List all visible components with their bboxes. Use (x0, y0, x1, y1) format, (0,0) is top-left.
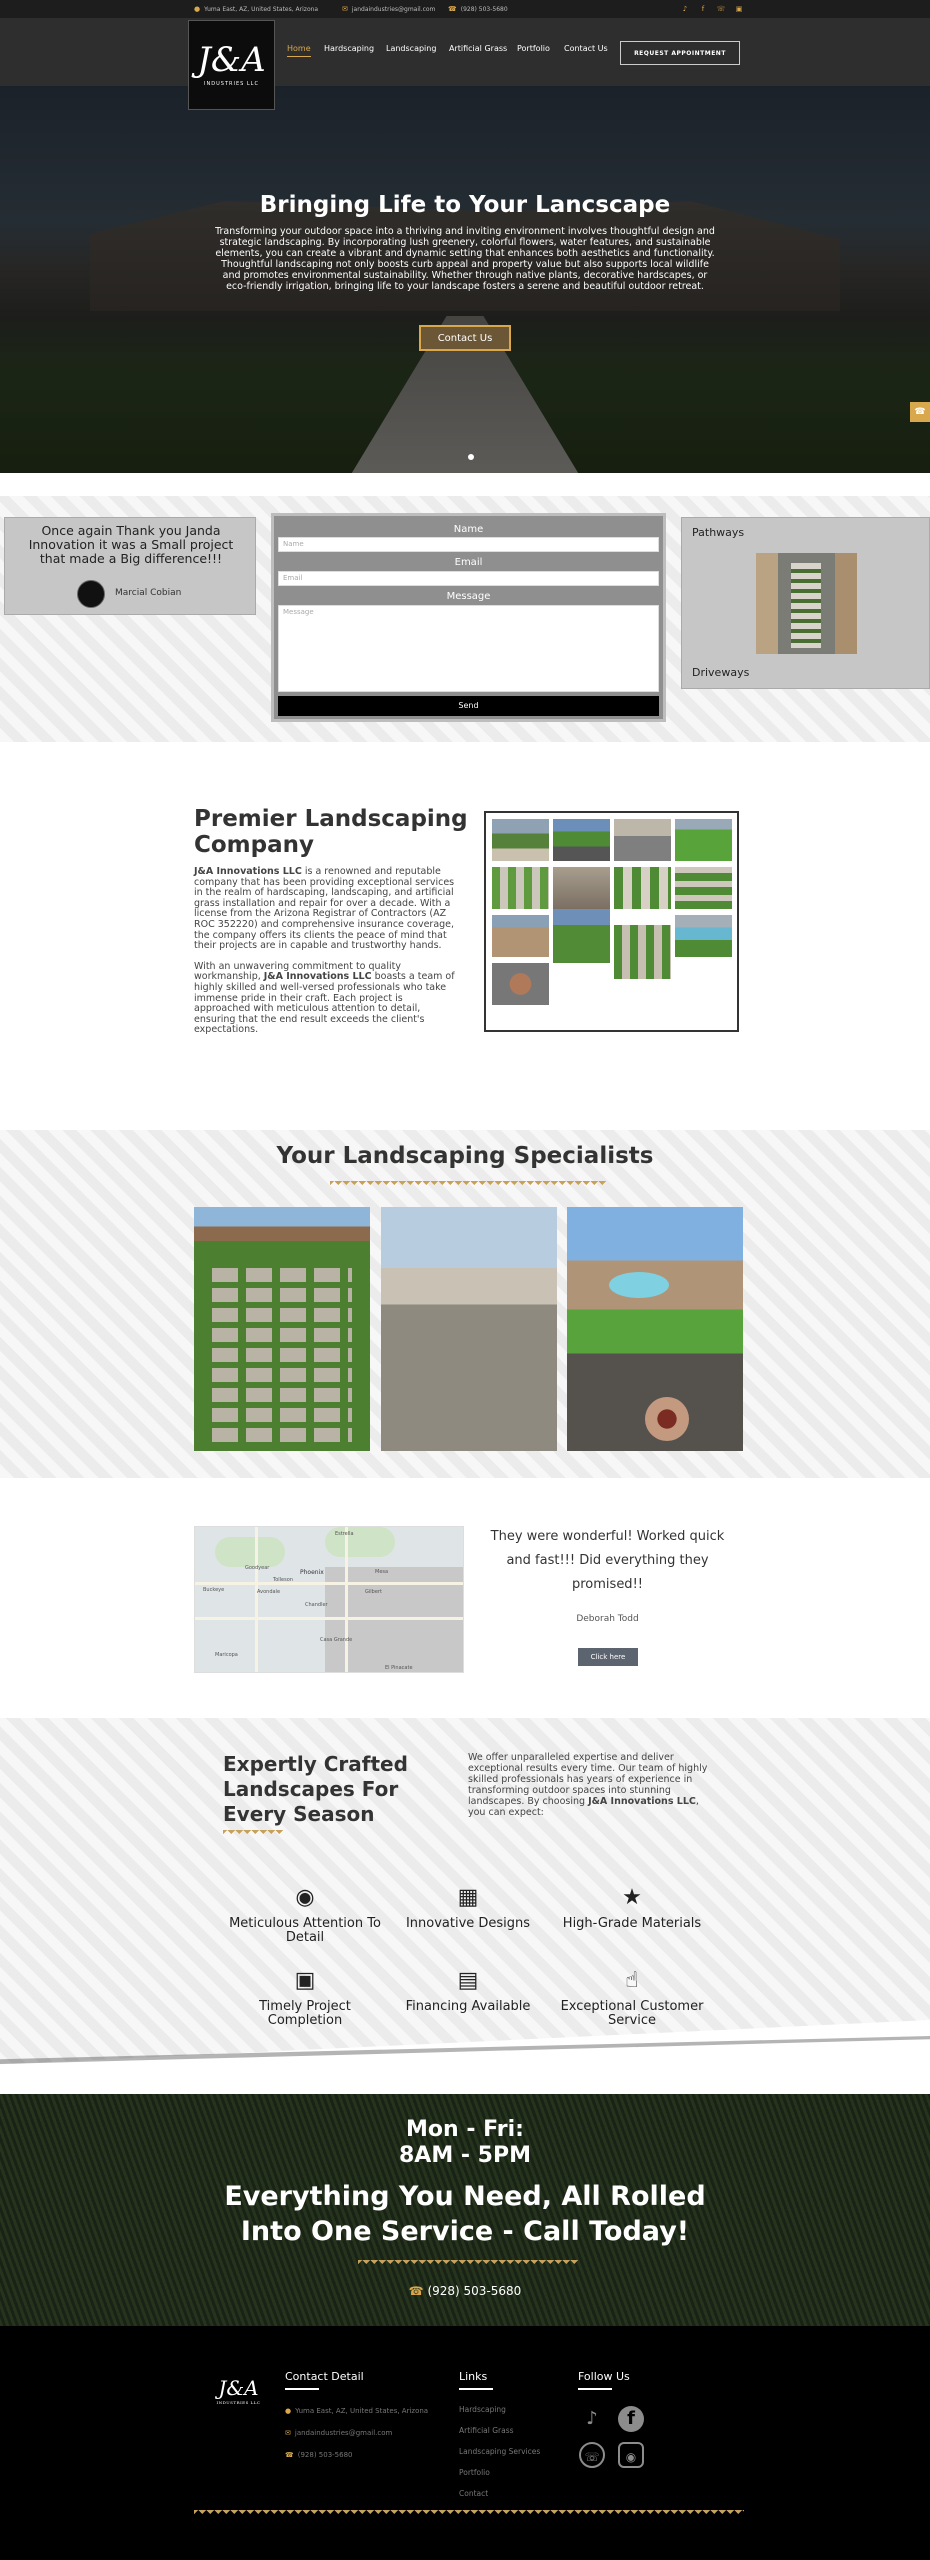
feature-designs: ▦ Innovative Designs (383, 1883, 553, 1931)
gallery-title: Pathways (692, 526, 745, 539)
specialist-photo-firepit[interactable] (567, 1207, 743, 1451)
portfolio-thumb[interactable] (675, 819, 732, 861)
gallery-next-title[interactable]: Driveways (692, 666, 750, 679)
footer-phone[interactable]: ☎ (928) 503-5680 (285, 2451, 353, 2459)
hero-section (0, 86, 930, 473)
whatsapp-icon[interactable]: ☏ (579, 2442, 605, 2468)
review-section (0, 1478, 930, 1718)
nav-hardscaping[interactable]: Hardscaping (324, 44, 375, 53)
about-section (0, 742, 930, 1130)
name-input[interactable]: Name (278, 537, 659, 552)
email-label: Email (454, 557, 483, 568)
slider-dot[interactable] (468, 454, 474, 460)
hours-text: Mon - Fri: 8AM - 5PM (399, 2117, 531, 2168)
footer-link-hardscaping[interactable]: Hardscaping (459, 2405, 506, 2414)
site-footer (0, 2326, 930, 2560)
footer-email[interactable]: ✉ jandaindustries@gmail.com (285, 2429, 393, 2437)
email-input[interactable]: Email (278, 571, 659, 586)
portfolio-thumb[interactable] (614, 819, 671, 861)
site-logo[interactable]: J&A INDUSTRIES LLC (188, 20, 275, 110)
hero-contact-button[interactable]: Contact Us (419, 325, 511, 351)
briefcase-clock-icon: ▣ (294, 1968, 316, 1993)
footer-link-portfolio[interactable]: Portfolio (459, 2468, 490, 2477)
portfolio-thumb[interactable] (675, 915, 732, 957)
testimonial-card (4, 517, 256, 615)
topbar-phone[interactable]: ☎ (928) 503-5680 (448, 5, 508, 13)
instagram-icon[interactable]: ◉ (618, 2442, 644, 2468)
zigzag-divider (358, 2260, 578, 2268)
gallery-card (681, 517, 930, 689)
portfolio-thumb[interactable] (492, 963, 549, 1005)
eye-icon: ◉ (295, 1885, 315, 1910)
banner-headline: Everything You Need, All Rolled Into One Service - Call Today! (224, 2181, 706, 2247)
about-title: Premier Landscaping Company (194, 806, 468, 858)
map-icon: ▦ (457, 1885, 479, 1910)
nav-landscaping[interactable]: Landscaping (386, 44, 437, 53)
zigzag-divider (194, 2510, 744, 2518)
contact-form (271, 513, 666, 722)
envelope-icon: ✉ (342, 5, 348, 13)
send-button[interactable]: Send (278, 696, 659, 716)
floating-phone-icon[interactable]: ☎ (910, 402, 930, 422)
feature-service: ☝ Exceptional Customer Service (547, 1966, 717, 2028)
star-icon: ★ (622, 1885, 642, 1910)
expertise-intro: We offer unparalleled expertise and deliver exceptional results every time. Our team of highly skilled professionals has years of experience in transforming outdoor spaces into stunning landscapes. By choosing J&A Innovations LLC, you can expect: (468, 1752, 708, 1818)
tiktok-icon[interactable]: ♪ (682, 5, 688, 13)
portfolio-thumb[interactable] (675, 867, 732, 909)
follow-us-heading: Follow Us (578, 2370, 630, 2383)
portfolio-thumb[interactable] (492, 867, 549, 909)
review-quote: They were wonderful! Worked quick and fast!!! Did everything they promised!! (490, 1529, 725, 1592)
tiktok-icon[interactable]: ♪ (586, 2408, 598, 2429)
whatsapp-icon[interactable]: ☏ (716, 5, 726, 13)
footer-link-landscaping[interactable]: Landscaping Services (459, 2447, 541, 2456)
feature-timely: ▣ Timely Project Completion (220, 1966, 390, 2028)
review-author: Deborah Todd (576, 1614, 639, 1624)
message-textarea[interactable]: Message (278, 605, 659, 692)
nav-artificial-grass[interactable]: Artificial Grass (449, 44, 508, 53)
zigzag-divider (223, 1830, 283, 1838)
feature-financing: ▤ Financing Available (383, 1966, 553, 2014)
specialists-title: Your Landscaping Specialists (276, 1143, 654, 1169)
money-icon: ▤ (457, 1968, 479, 1993)
portfolio-thumb[interactable] (492, 915, 549, 957)
location-pin-icon: ● (194, 5, 201, 13)
topbar-address[interactable]: ● Yuma East, AZ, United States, Arizona (194, 5, 319, 13)
portfolio-thumb[interactable] (614, 925, 671, 979)
instagram-icon[interactable]: ▣ (735, 5, 743, 13)
banner-phone[interactable]: ☎ (928) 503-5680 (408, 2284, 522, 2298)
portfolio-thumb[interactable] (614, 867, 671, 909)
handshake-icon: ☝ (625, 1968, 639, 1993)
portfolio-thumb[interactable] (492, 819, 549, 861)
footer-logo[interactable]: J&A INDUSTRIES LLC (216, 2376, 261, 2405)
facebook-icon[interactable]: f (618, 2406, 644, 2432)
nav-home[interactable]: Home (287, 44, 311, 57)
avatar (77, 580, 105, 608)
footer-link-contact[interactable]: Contact (459, 2489, 489, 2498)
specialist-photo-driveway[interactable] (381, 1207, 557, 1451)
nav-portfolio[interactable]: Portfolio (517, 44, 550, 53)
zigzag-divider (330, 1181, 606, 1189)
testimonial-quote: Once again Thank you Janda Innovation it was a Small project that made a Big difference!!! (28, 523, 234, 566)
request-appointment-button[interactable]: REQUEST APPOINTMENT (620, 41, 740, 65)
portfolio-thumb[interactable] (553, 909, 610, 963)
phone-icon: ☎ (408, 2284, 424, 2298)
portfolio-grid (484, 811, 739, 1032)
name-label: Name (453, 524, 484, 535)
portfolio-thumb[interactable] (553, 867, 610, 909)
envelope-icon: ✉ (285, 2429, 291, 2437)
facebook-icon[interactable]: f (701, 5, 705, 13)
pathway-photo[interactable] (756, 553, 857, 654)
feature-attention: ◉ Meticulous Attention To Detail (220, 1883, 390, 1945)
top-bar (0, 0, 930, 18)
expertise-title: Expertly Crafted Landscapes For Every Season (223, 1752, 408, 1826)
phone-icon: ☎ (448, 5, 457, 13)
area-map[interactable]: Estrella Buckeye Goodyear Avondale Tolleson Phoenix Mesa Gilbert Chandler Casa Grande Maricopa El Pinacate (194, 1526, 464, 1673)
footer-address[interactable]: ● Yuma East, AZ, United States, Arizona (285, 2407, 429, 2415)
links-heading: Links (459, 2370, 488, 2383)
testimonial-author: Marcial Cobian (115, 588, 182, 598)
hero-body: Transforming your outdoor space into a thriving and inviting environment involves thoughtful design and strategic landscaping. By incorporating lush greenery, colorful flowers, water features, and sustainable elements, you can create a vibrant and dynamic setting that enhances both aesthetics and functionality. Thoughtful landscaping not only boosts curb appeal and property value but also supports local wildlife and promotes environmental sustainability. Whether through native plants, decorative hardscapes, or eco-friendly irrigation, bringing life to your landscape fosters a serene and beautiful outdoor retreat. (215, 226, 715, 292)
message-label: Message (446, 591, 491, 602)
location-pin-icon: ● (285, 2407, 292, 2415)
contact-detail-heading: Contact Detail (285, 2370, 364, 2383)
portfolio-thumb[interactable] (553, 819, 610, 861)
nav-contact-us[interactable]: Contact Us (564, 44, 608, 53)
footer-link-artificial-grass[interactable]: Artificial Grass (459, 2426, 514, 2435)
topbar-email[interactable]: ✉ jandaindustries@gmail.com (342, 5, 436, 13)
click-here-button[interactable]: Click here (578, 1648, 638, 1666)
about-text: J&A Innovations LLC is a renowned and reputable company that has been providing exceptional services in the realm of hardscaping, landscaping, and artificial grass installation and repair for over a decade. With a license from the Arizona Registrar of Contractors (AZ ROC 352220) and comprehensive insurance coverage, the company offers its clients the peace of mind that their projects are in capable and trustworthy hands. With an unwavering commitment to quality workmanship, J&A Innovations LLC boasts a team of highly skilled and well-versed professionals who take immense pride in their craft. Each project is approached with meticulous attention to detail, ensuring that the end result exceeds the client's expectations. (194, 866, 455, 1036)
phone-icon: ☎ (285, 2451, 294, 2459)
specialist-photo-stepping-stones[interactable] (194, 1207, 370, 1451)
hero-title: Bringing Life to Your Lancscape (259, 192, 671, 218)
feature-materials: ★ High-Grade Materials (547, 1883, 717, 1931)
